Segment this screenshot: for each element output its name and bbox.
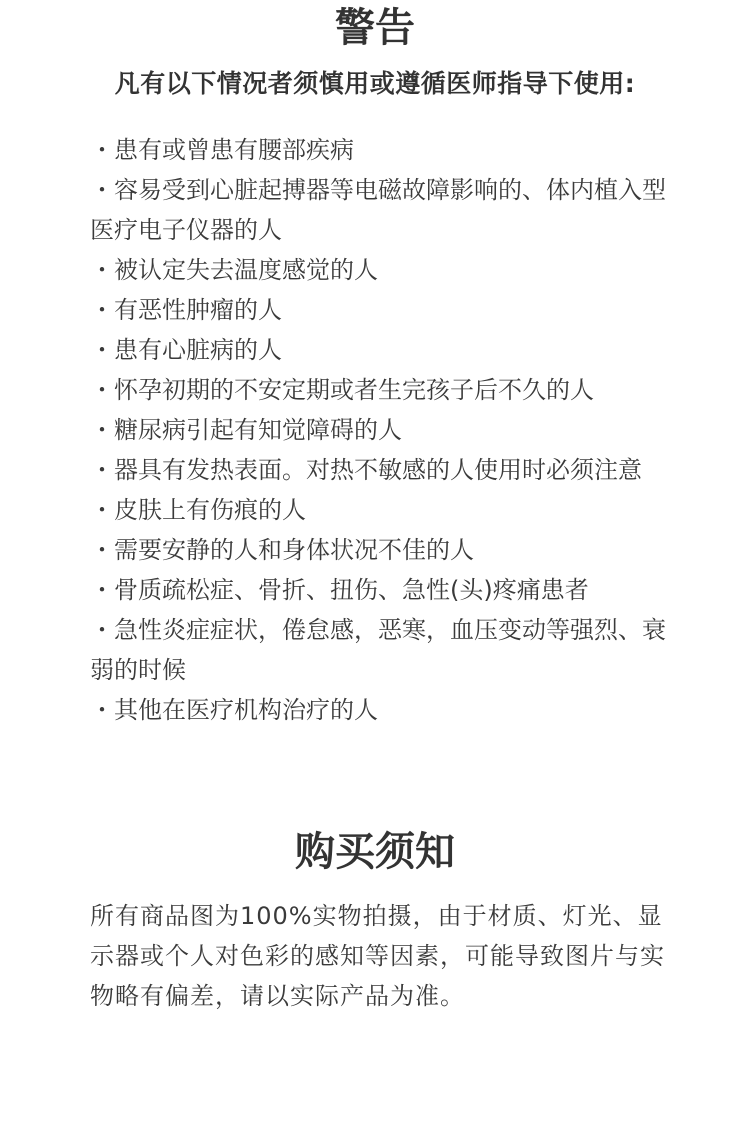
list-item: ・其他在医疗机构治疗的人	[90, 696, 378, 724]
warning-title: 警告	[335, 5, 415, 51]
list-item: ・有恶性肿瘤的人	[90, 296, 282, 324]
list-item: ・需要安静的人和身体状况不佳的人	[90, 536, 474, 564]
list-item: ・器具有发热表面。对热不敏感的人使用时必须注意	[90, 456, 642, 484]
list-item: ・患有或曾患有腰部疾病	[90, 136, 354, 164]
list-item: ・患有心脏病的人	[90, 336, 282, 364]
list-item: ・急性炎症症状，倦怠感，恶寒，血压变动等强烈、衰弱的时候	[90, 616, 666, 684]
purchase-text: 所有商品图为100%实物拍摄，由于材质、灯光、显示器或个人对色彩的感知等因素，可能导致图片与实物略有偏差，请以实际产品为准。	[90, 902, 665, 1010]
purchase-title: 购买须知	[295, 829, 455, 875]
list-item: ・骨质疏松症、骨折、扭伤、急性(头)疼痛患者	[90, 576, 589, 604]
warning-subtitle: 凡有以下情况者须慎用或遵循医师指导下使用:	[114, 69, 636, 98]
list-item: ・被认定失去温度感觉的人	[90, 256, 378, 284]
list-item: ・糖尿病引起有知觉障碍的人	[90, 416, 402, 444]
list-item: ・容易受到心脏起搏器等电磁故障影响的、体内植入型医疗电子仪器的人	[90, 176, 666, 244]
list-item: ・怀孕初期的不安定期或者生完孩子后不久的人	[90, 376, 594, 404]
warning-list	[90, 130, 670, 730]
list-item: ・皮肤上有伤痕的人	[90, 496, 306, 524]
